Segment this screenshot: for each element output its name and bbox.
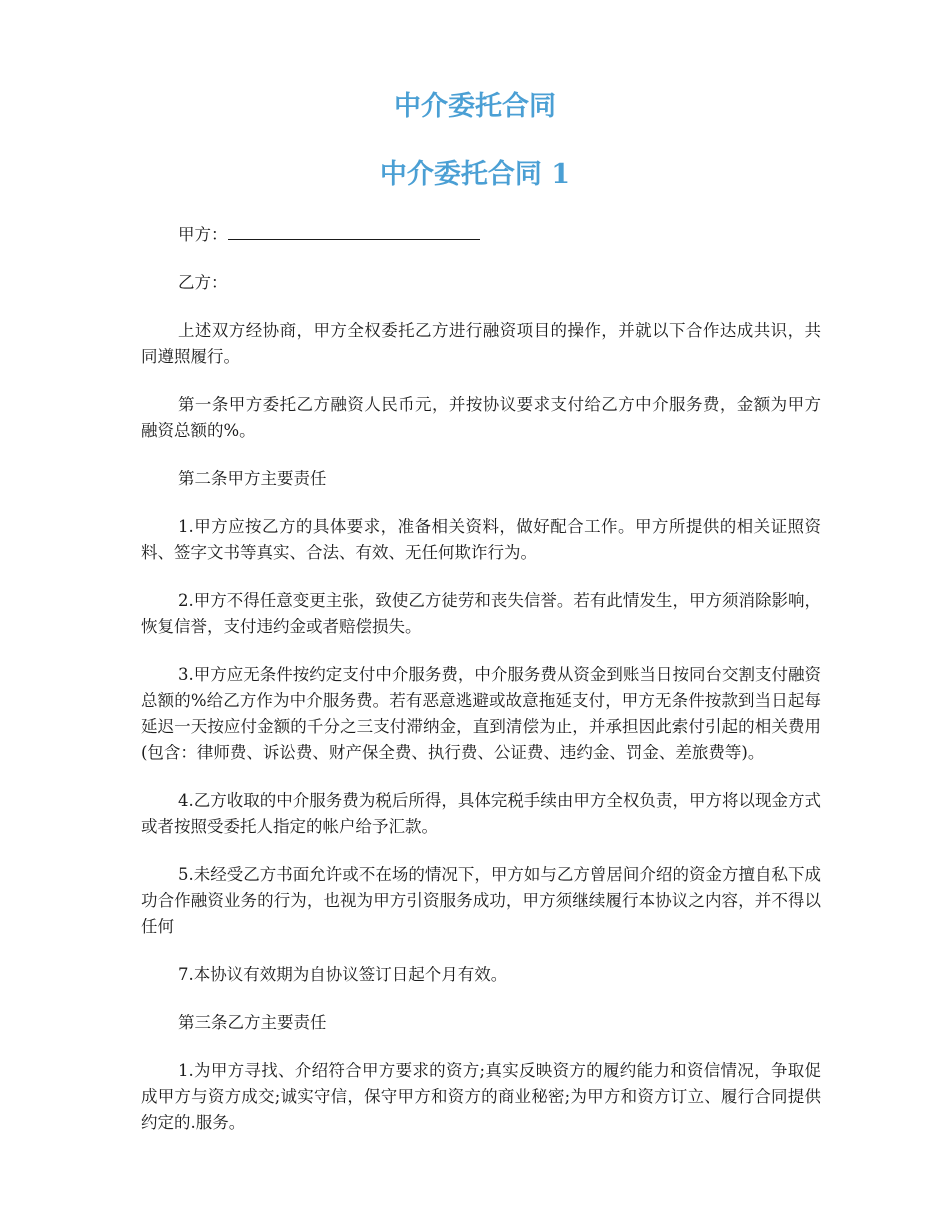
document-title: 中介委托合同 <box>394 91 556 122</box>
paragraph: 5.未经受乙方书面允许或不在场的情况下，甲方如与乙方曾居间介绍的资金方擅自私下成功合作融资业务的行为，也视为甲方引资服务成功，甲方须继续履行本协议之内容，并不得以任何 <box>141 865 821 936</box>
party-a-line <box>141 222 821 248</box>
paragraph: 3.甲方应无条件按约定支付中介服务费，中介服务费从资金到账当日按同台交割支付融资总额的%给乙方作为中介服务费。若有恶意逃避或故意拖延支付，甲方无条件按款到当日起每延迟一天按应付金额的千分之三支付滞纳金，直到清偿为止，并承担因此索付引起的相关费用(包含：律师费、诉讼费、财产保全费、执行费、公证费、违约金、罚金、差旅费等)。 <box>141 665 821 762</box>
paragraph: 4.乙方收取的中介服务费为税后所得，具体完税手续由甲方全权负责，甲方将以现金方式或者按照受委托人指定的帐户给予汇款。 <box>141 791 821 836</box>
section-heading: 第三条乙方主要责任 <box>178 1013 327 1032</box>
party-b-line <box>141 270 821 296</box>
paragraph: 7.本协议有效期为自协议签订日起个月有效。 <box>178 965 508 984</box>
section-heading: 第二条甲方主要责任 <box>178 469 327 488</box>
party-a-blank <box>228 223 480 240</box>
contract-body <box>141 222 821 1158</box>
party-b-label: 乙方： <box>178 273 228 292</box>
paragraph: 上述双方经协商，甲方全权委托乙方进行融资项目的操作，并就以下合作达成共识，共同遵照履行。 <box>141 321 821 366</box>
document-subtitle: 中介委托合同 1 <box>379 159 571 190</box>
paragraph: 2.甲方不得任意变更主张，致使乙方徒劳和丧失信誉。若有此情发生，甲方须消除影响，恢复信誉，支付违约金或者赔偿损失。 <box>141 591 821 636</box>
paragraph: 第一条甲方委托乙方融资人民币元，并按协议要求支付给乙方中介服务费，金额为甲方融资总额的%。 <box>141 395 821 440</box>
paragraph: 1.甲方应按乙方的具体要求，准备相关资料，做好配合工作。甲方所提供的相关证照资料、签字文书等真实、合法、有效、无任何欺诈行为。 <box>141 517 821 562</box>
party-a-label: 甲方： <box>178 225 228 244</box>
paragraph: 1.为甲方寻找、介绍符合甲方要求的资方;真实反映资方的履约能力和资信情况，争取促成甲方与资方成交;诚实守信，保守甲方和资方的商业秘密;为甲方和资方订立、履行合同提供约定的.服务。 <box>141 1061 821 1132</box>
